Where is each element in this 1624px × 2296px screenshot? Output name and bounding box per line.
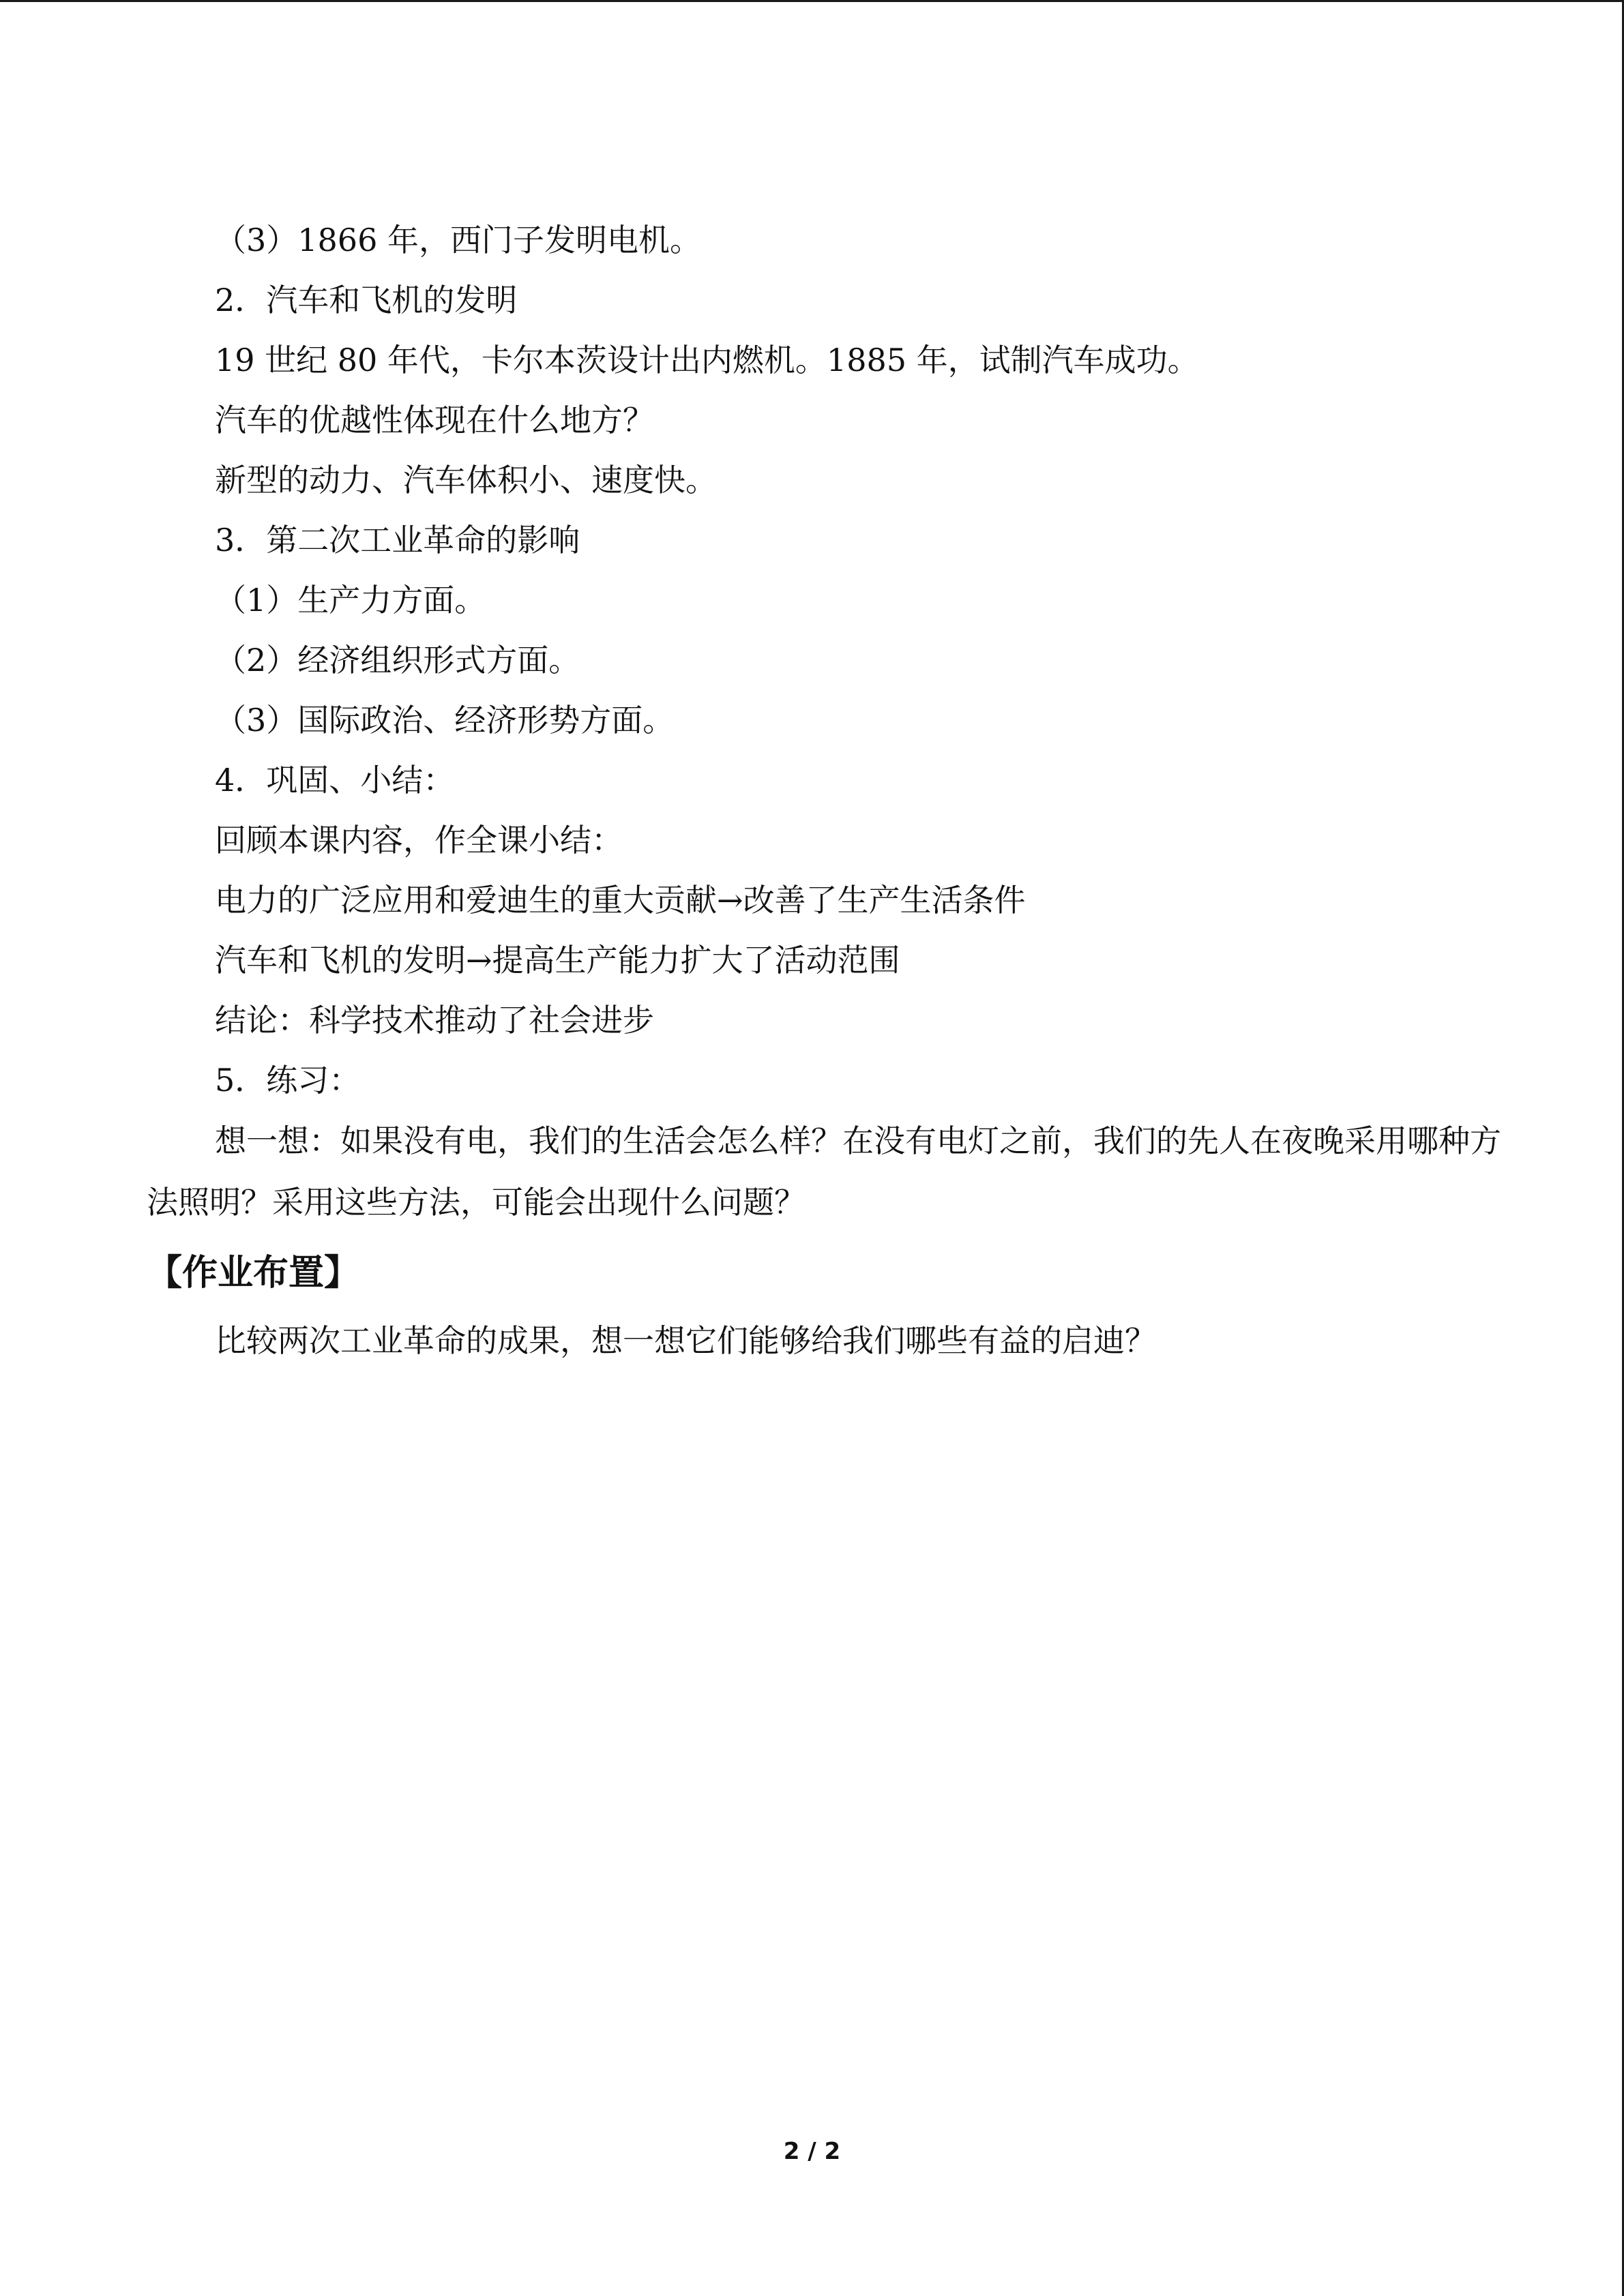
text-line: 19 世纪 80 年代，卡尔本茨设计出内燃机。1885 年，试制汽车成功。 <box>215 342 1199 378</box>
summary-line: 汽车和飞机的发明→提高生产能力扩大了活动范围 <box>215 942 900 979</box>
homework-text: 比较两次工业革命的成果，想一想它们能够给我们哪些有益的启迪？ <box>215 1322 1156 1359</box>
section-title-3: 3．第二次工业革命的影响 <box>215 522 580 558</box>
answer-line: 新型的动力、汽车体积小、速度快。 <box>215 462 717 498</box>
section-title-2: 2．汽车和飞机的发明 <box>215 282 518 318</box>
page-number: 2 / 2 <box>783 2138 841 2165</box>
homework-heading: 【作业布置】 <box>147 1253 360 1294</box>
summary-line: 电力的广泛应用和爱迪生的重大贡献→改善了生产生活条件 <box>215 882 1026 919</box>
page-content <box>147 210 1501 1371</box>
section-title-5: 5．练习： <box>215 1062 361 1099</box>
list-item: （2）经济组织形式方面。 <box>215 642 580 679</box>
exercise-paragraph: 想一想：如果没有电，我们的生活会怎么样？在没有电灯之前，我们的先人在夜晚采用哪种方法照明？采用这些方法，可能会出现什么问题？ <box>147 1122 1501 1221</box>
text-line: （3）1866 年，西门子发明电机。 <box>215 222 701 258</box>
conclusion-line: 结论：科学技术推动了社会进步 <box>215 1002 654 1039</box>
question-line: 汽车的优越性体现在什么地方？ <box>215 402 654 438</box>
section-title-4: 4．巩固、小结： <box>215 762 455 799</box>
list-item: （1）生产力方面。 <box>215 582 486 618</box>
list-item: （3）国际政治、经济形势方面。 <box>215 702 675 739</box>
text-line: 回顾本课内容，作全课小结： <box>215 822 623 859</box>
